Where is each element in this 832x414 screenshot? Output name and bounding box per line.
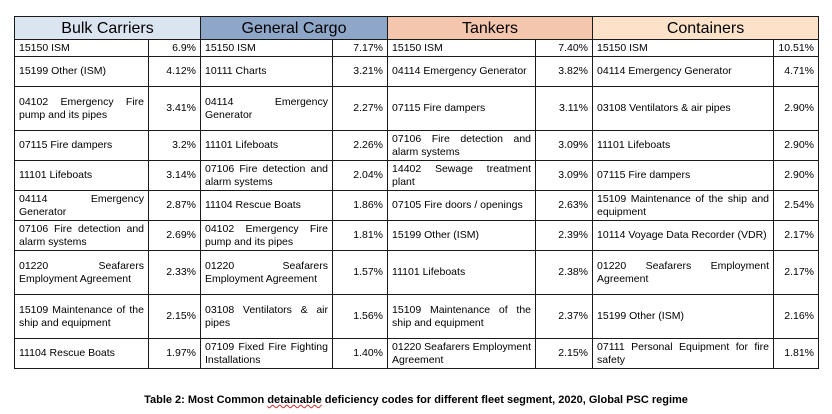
table-caption <box>0 394 832 406</box>
deficiency-code-cell: 04114 Emergency Generator <box>201 87 333 131</box>
table-row <box>15 251 819 295</box>
deficiency-code-cell: 07115 Fire dampers <box>388 87 536 131</box>
percentage-cell: 2.90% <box>774 131 819 161</box>
segment-header-general-cargo: General Cargo <box>201 17 388 40</box>
table-row <box>15 161 819 191</box>
deficiency-code-cell: 04102 Emergency Fire pump and its pipes <box>15 87 149 131</box>
deficiency-code-cell: 07105 Fire doors / openings <box>388 191 536 221</box>
percentage-cell: 3.21% <box>333 57 388 87</box>
table-row <box>15 131 819 161</box>
percentage-cell: 2.63% <box>536 191 593 221</box>
percentage-cell: 4.71% <box>774 57 819 87</box>
percentage-cell: 1.40% <box>333 339 388 369</box>
deficiency-code-cell: 15109 Maintenance of the ship and equipment <box>388 295 536 339</box>
deficiency-code-cell: 03108 Ventilators & air pipes <box>201 295 333 339</box>
table-row <box>15 339 819 369</box>
segment-header-row <box>15 17 819 40</box>
segment-header-containers: Containers <box>593 17 819 40</box>
percentage-cell: 1.56% <box>333 295 388 339</box>
deficiency-code-cell: 15199 Other (ISM) <box>388 221 536 251</box>
percentage-cell: 2.33% <box>149 251 201 295</box>
percentage-cell: 1.86% <box>333 191 388 221</box>
percentage-cell: 1.57% <box>333 251 388 295</box>
table-row <box>15 295 819 339</box>
deficiency-code-cell: 04114 Emergency Generator <box>388 57 536 87</box>
deficiency-code-cell: 15109 Maintenance of the ship and equipment <box>15 295 149 339</box>
deficiency-code-cell: 07106 Fire detection and alarm systems <box>201 161 333 191</box>
deficiency-code-cell: 07106 Fire detection and alarm systems <box>15 221 149 251</box>
percentage-cell: 3.82% <box>536 57 593 87</box>
deficiency-code-cell: 15150 ISM <box>201 40 333 57</box>
percentage-cell: 2.54% <box>774 191 819 221</box>
percentage-cell: 3.09% <box>536 161 593 191</box>
segment-header-bulk-carriers: Bulk Carriers <box>15 17 201 40</box>
percentage-cell: 2.15% <box>149 295 201 339</box>
percentage-cell: 2.17% <box>774 221 819 251</box>
deficiency-code-cell: 15150 ISM <box>593 40 774 57</box>
deficiency-code-cell: 01220 Seafarers Employment Agreement <box>201 251 333 295</box>
caption-spellcheck-word: detainable <box>267 394 322 406</box>
deficiency-code-cell: 07115 Fire dampers <box>593 161 774 191</box>
percentage-cell: 1.97% <box>149 339 201 369</box>
table-row <box>15 40 819 57</box>
deficiency-code-cell: 01220 Seafarers Employment Agreement <box>593 251 774 295</box>
deficiency-code-cell: 01220 Seafarers Employment Agreement <box>15 251 149 295</box>
deficiency-code-cell: 15199 Other (ISM) <box>15 57 149 87</box>
deficiency-code-cell: 07115 Fire dampers <box>15 131 149 161</box>
deficiency-code-cell: 11101 Lifeboats <box>388 251 536 295</box>
deficiency-code-cell: 15109 Maintenance of the ship and equipment <box>593 191 774 221</box>
deficiency-code-cell: 04114 Emergency Generator <box>593 57 774 87</box>
table-row <box>15 221 819 251</box>
deficiency-code-cell: 11104 Rescue Boats <box>201 191 333 221</box>
segment-header-tankers: Tankers <box>388 17 593 40</box>
percentage-cell: 4.12% <box>149 57 201 87</box>
percentage-cell: 2.04% <box>333 161 388 191</box>
deficiency-code-cell: 15150 ISM <box>15 40 149 57</box>
deficiency-code-cell: 04102 Emergency Fire pump and its pipes <box>201 221 333 251</box>
percentage-cell: 10.51% <box>774 40 819 57</box>
percentage-cell: 2.26% <box>333 131 388 161</box>
deficiency-code-cell: 04114 Emergency Generator <box>15 191 149 221</box>
deficiency-code-cell: 10114 Voyage Data Recorder (VDR) <box>593 221 774 251</box>
percentage-cell: 2.38% <box>536 251 593 295</box>
percentage-cell: 3.11% <box>536 87 593 131</box>
deficiency-code-cell: 11101 Lifeboats <box>593 131 774 161</box>
percentage-cell: 3.41% <box>149 87 201 131</box>
percentage-cell: 2.15% <box>536 339 593 369</box>
percentage-cell: 7.40% <box>536 40 593 57</box>
percentage-cell: 2.90% <box>774 87 819 131</box>
table-row <box>15 191 819 221</box>
percentage-cell: 2.90% <box>774 161 819 191</box>
percentage-cell: 2.87% <box>149 191 201 221</box>
percentage-cell: 6.9% <box>149 40 201 57</box>
deficiency-code-cell: 11101 Lifeboats <box>201 131 333 161</box>
table-row <box>15 57 819 87</box>
deficiency-code-cell: 14402 Sewage treatment plant <box>388 161 536 191</box>
deficiency-table-container <box>14 16 818 369</box>
percentage-cell: 1.81% <box>774 339 819 369</box>
table-row <box>15 87 819 131</box>
percentage-cell: 2.69% <box>149 221 201 251</box>
deficiency-code-cell: 07106 Fire detection and alarm systems <box>388 131 536 161</box>
percentage-cell: 2.37% <box>536 295 593 339</box>
deficiency-codes-table <box>14 16 819 369</box>
percentage-cell: 2.17% <box>774 251 819 295</box>
deficiency-code-cell: 11104 Rescue Boats <box>15 339 149 369</box>
deficiency-code-cell: 11101 Lifeboats <box>15 161 149 191</box>
percentage-cell: 3.2% <box>149 131 201 161</box>
percentage-cell: 2.16% <box>774 295 819 339</box>
percentage-cell: 2.39% <box>536 221 593 251</box>
deficiency-code-cell: 03108 Ventilators & air pipes <box>593 87 774 131</box>
percentage-cell: 2.27% <box>333 87 388 131</box>
percentage-cell: 1.81% <box>333 221 388 251</box>
percentage-cell: 3.14% <box>149 161 201 191</box>
deficiency-code-cell: 10111 Charts <box>201 57 333 87</box>
deficiency-code-cell: 15199 Other (ISM) <box>593 295 774 339</box>
caption-text-start: Table 2: Most Common <box>144 394 268 406</box>
caption-text-end: deficiency codes for different fleet segment, 2020, Global PSC regime <box>321 394 688 406</box>
percentage-cell: 7.17% <box>333 40 388 57</box>
deficiency-code-cell: 01220 Seafarers Employment Agreement <box>388 339 536 369</box>
deficiency-code-cell: 15150 ISM <box>388 40 536 57</box>
deficiency-code-cell: 07111 Personal Equipment for fire safety <box>593 339 774 369</box>
deficiency-code-cell: 07109 Fixed Fire Fighting Installations <box>201 339 333 369</box>
percentage-cell: 3.09% <box>536 131 593 161</box>
